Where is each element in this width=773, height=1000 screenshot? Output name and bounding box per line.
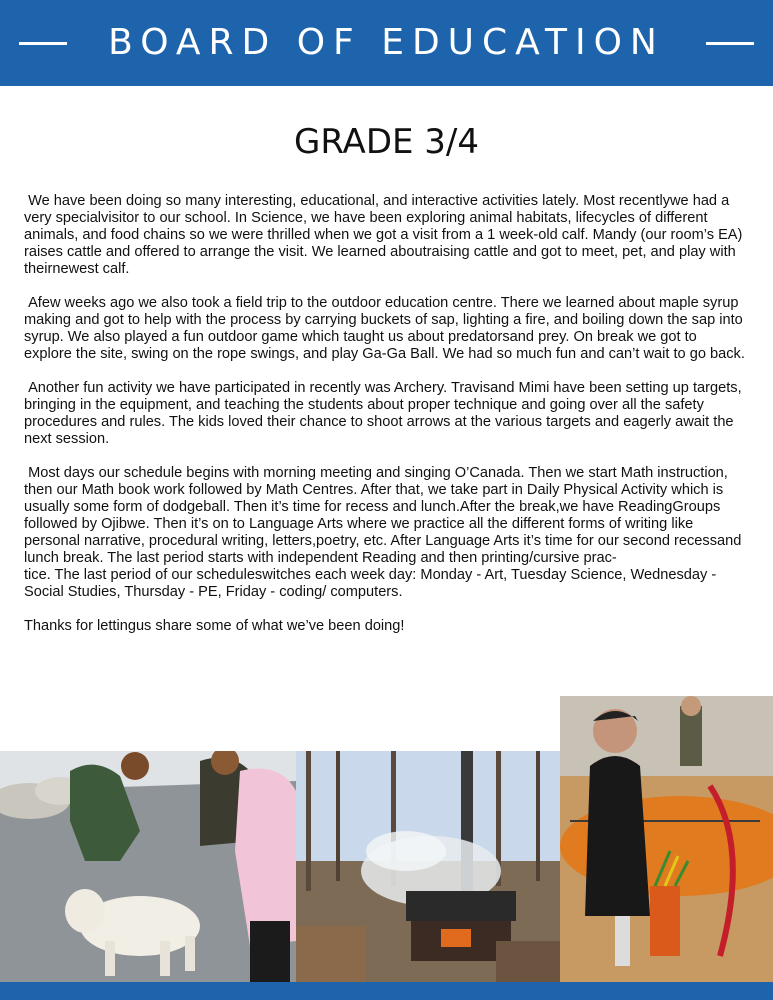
header-title: BOARD OF EDUCATION (108, 22, 665, 63)
header-rule-right (706, 42, 754, 45)
paragraph-field-trip: Afew weeks ago we also took a field trip to the outdoor education centre. There we learned about maple syrup making and got to help with the process by carrying buckets of sap, lighting a fire, and boiling down the sap into syrup. We also played a fun outdoor game which taught us about predatorsand prey. On break we got to explore the site, swing on the rope swings, and play Ga-Ga Ball. We had so much fun and can’t wait to go back. (24, 295, 747, 362)
paragraph-schedule: Most days our schedule begins with morning meeting and singing O’Canada. Then we start Math instruction, then our Math book work followed by Math Centres. After that, we take part in Daily Physical Activity which is usually some form of dodgeball. Then it’s time for recess and lunch.After the break,we have ReadingGroups followed by Ojibwe. Then it’s on to Language Arts where we practice all the different forms of writing like personal narrative, procedural writing, letters,poetry, etc. After Language Arts it’s time for our second recessand lunch break. The last period starts with independent Reading and then printing/cursive prac- tice. The last period of our scheduleswitches each week day: Monday - Art, Tuesday Science, Wednesday - Social Studies, Thursday - PE, Friday - coding/ computers. (24, 465, 742, 600)
maple-syrup-photo (296, 751, 560, 982)
header-banner (0, 0, 773, 86)
paragraph-calf-visit: We have been doing so many interesting, educational, and interactive activities lately. Most recentlywe had a very specialvisitor to our school. In Science, we have been exploring animal habitats, lifecycles of different animals, and food chains so we were thrilled when we got a visit from a 1 week-old calf. Mandy (our room’s EA) raises cattle and offered to arrange the visit. We learned aboutraising cattle and got to meet, pet, and play with theirnewest calf. (24, 193, 747, 277)
article-body (24, 193, 746, 652)
calf-photo (0, 751, 296, 982)
page-title: GRADE 3/4 (293, 122, 480, 162)
paragraph-thanks: Thanks for lettingus share some of what we’ve been doing! (24, 618, 405, 634)
footer-bar (0, 982, 773, 1000)
archery-photo (560, 696, 773, 982)
paragraph-archery: Another fun activity we have participated in recently was Archery. Travisand Mimi have been setting up targets, bringing in the equipment, and teaching the students about proper technique and going over all the safety procedures and rules. The kids loved their chance to shoot arrows at the various targets and eagerly await the next session. (24, 380, 746, 447)
